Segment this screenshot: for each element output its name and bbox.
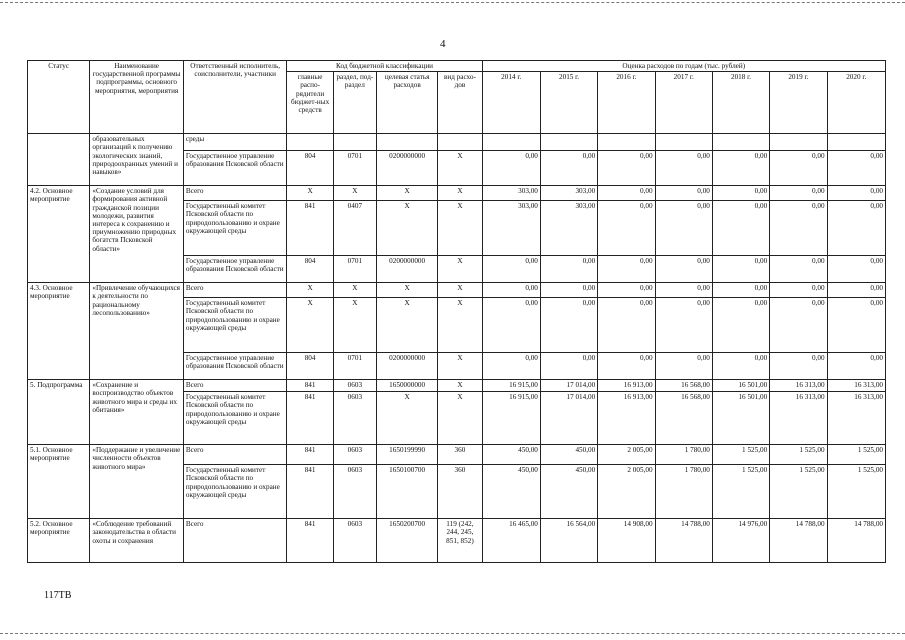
value-cell: 16 915,00 [482, 380, 540, 392]
value-cell: 0,00 [598, 298, 655, 353]
value-cell: 1 525,00 [712, 445, 769, 465]
value-cell: 0,00 [655, 298, 712, 353]
section-cell: 0701 [333, 256, 376, 283]
value-cell: 0,00 [655, 151, 712, 186]
value-cell: 14 908,00 [598, 519, 655, 563]
value-cell: 0,00 [770, 186, 827, 201]
responsible-cell: Государственное управление образования Псковской области [183, 151, 287, 186]
value-cell: 0,00 [482, 256, 540, 283]
header-year: 2020 г. [827, 72, 885, 134]
value-cell: 0,00 [770, 353, 827, 380]
value-cell: 0,00 [770, 283, 827, 298]
status-cell [28, 134, 90, 186]
table-row [28, 445, 886, 465]
responsible-cell: Всего [183, 283, 287, 298]
value-cell: 16 313,00 [827, 380, 885, 392]
value-cell: 0,00 [598, 283, 655, 298]
responsible-cell: Всего [183, 380, 287, 392]
status-cell: 5.1. Основное мероприятие [28, 445, 90, 519]
expense-type-cell: Х [438, 298, 482, 353]
value-cell: 0,00 [540, 283, 597, 298]
value-cell: 0,00 [827, 353, 885, 380]
bottom-page-edge [0, 633, 905, 634]
value-cell: 0,00 [712, 151, 769, 186]
value-cell [827, 134, 885, 151]
responsible-cell: Государственный комитет Псковской области по природопользованию и охране окружающей среды [183, 298, 287, 353]
grbs-cell: Х [287, 186, 333, 201]
section-cell: 0701 [333, 353, 376, 380]
value-cell: 0,00 [712, 298, 769, 353]
value-cell: 16 501,00 [712, 392, 769, 445]
value-cell: 0,00 [540, 256, 597, 283]
section-cell: Х [333, 298, 376, 353]
target-cell: 0200000000 [376, 256, 437, 283]
responsible-cell: Всего [183, 445, 287, 465]
status-cell: 5.2. Основное мероприятие [28, 519, 90, 563]
value-cell: 0,00 [598, 256, 655, 283]
responsible-cell: Всего [183, 186, 287, 201]
value-cell: 16 313,00 [770, 380, 827, 392]
grbs-cell: 804 [287, 256, 333, 283]
value-cell: 1 525,00 [712, 465, 769, 519]
status-cell: 4.3. Основное мероприятие [28, 283, 90, 380]
value-cell: 303,00 [540, 201, 597, 256]
value-cell: 450,00 [540, 465, 597, 519]
value-cell: 303,00 [540, 186, 597, 201]
code-cell [287, 134, 333, 151]
value-cell: 0,00 [655, 186, 712, 201]
value-cell: 16 564,00 [540, 519, 597, 563]
expense-type-cell: Х [438, 151, 482, 186]
value-cell: 0,00 [827, 151, 885, 186]
value-cell: 0,00 [827, 256, 885, 283]
value-cell: 1 525,00 [770, 445, 827, 465]
section-cell: 0701 [333, 151, 376, 186]
grbs-cell: 804 [287, 151, 333, 186]
value-cell: 16 501,00 [712, 380, 769, 392]
value-cell: 0,00 [712, 353, 769, 380]
value-cell: 16 465,00 [482, 519, 540, 563]
target-cell: 1650100700 [376, 465, 437, 519]
code-cell [438, 134, 482, 151]
value-cell: 0,00 [655, 201, 712, 256]
value-cell: 0,00 [827, 186, 885, 201]
value-cell: 0,00 [712, 283, 769, 298]
value-cell: 0,00 [482, 283, 540, 298]
value-cell: 0,00 [770, 201, 827, 256]
target-cell: Х [376, 186, 437, 201]
expense-type-cell: 360 [438, 445, 482, 465]
budget-table [27, 60, 886, 563]
header-year: 2014 г. [482, 72, 540, 134]
value-cell: 0,00 [827, 283, 885, 298]
value-cell: 14 788,00 [655, 519, 712, 563]
name-cell: образовательных организаций к получению экологических знаний, природоохранных умений и навыков» [90, 134, 184, 186]
value-cell: 0,00 [482, 353, 540, 380]
value-cell: 14 976,00 [712, 519, 769, 563]
name-cell: «Сохранение и воспроизводство объектов животного мира и среды их обитания» [90, 380, 184, 445]
header-name: Наименование государственной программы подпрограммы, основного мероприятия, мероприятия [90, 61, 184, 134]
code-cell [376, 134, 437, 151]
responsible-cell: Государственное управление образования Псковской области [183, 256, 287, 283]
grbs-cell: 804 [287, 353, 333, 380]
value-cell: 0,00 [712, 186, 769, 201]
value-cell: 16 913,00 [598, 380, 655, 392]
table-row [28, 380, 886, 392]
value-cell: 2 005,00 [598, 445, 655, 465]
header-row [28, 61, 886, 72]
table-row [28, 519, 886, 563]
section-cell: Х [333, 283, 376, 298]
value-cell: 16 915,00 [482, 392, 540, 445]
value-cell: 0,00 [598, 353, 655, 380]
value-cell: 0,00 [827, 201, 885, 256]
responsible-cell: Всего [183, 519, 287, 563]
grbs-cell: 841 [287, 465, 333, 519]
value-cell: 0,00 [598, 201, 655, 256]
expense-type-cell: Х [438, 201, 482, 256]
value-cell: 16 313,00 [770, 392, 827, 445]
footer-code: 117ТВ [44, 590, 72, 601]
grbs-cell: Х [287, 298, 333, 353]
section-cell: 0407 [333, 201, 376, 256]
name-cell: «Поддержание и увеличение численности объектов животного мира» [90, 445, 184, 519]
table-row [28, 134, 886, 151]
status-cell: 5. Подпрограмма [28, 380, 90, 445]
header-status: Статус [28, 61, 90, 134]
value-cell: 16 313,00 [827, 392, 885, 445]
value-cell: 0,00 [598, 186, 655, 201]
target-cell: Х [376, 283, 437, 298]
header-estimate: Оценка расходов по годам (тыс. рублей) [482, 61, 885, 72]
value-cell: 0,00 [770, 151, 827, 186]
value-cell: 16 568,00 [655, 380, 712, 392]
responsible-cell: Государственное управление образования Псковской области [183, 353, 287, 380]
grbs-cell: 841 [287, 519, 333, 563]
value-cell: 17 014,00 [540, 392, 597, 445]
value-cell: 0,00 [827, 298, 885, 353]
section-cell: 0603 [333, 392, 376, 445]
grbs-cell: 841 [287, 201, 333, 256]
top-page-edge [0, 2, 905, 3]
header-responsible: Ответственный исполнитель, соисполнители, участники [183, 61, 287, 134]
table-row [28, 283, 886, 298]
value-cell [712, 134, 769, 151]
page-number: 4 [440, 38, 446, 50]
value-cell: 17 014,00 [540, 380, 597, 392]
value-cell: 1 525,00 [770, 465, 827, 519]
value-cell: 0,00 [540, 353, 597, 380]
header-budget-code: Код бюджетной классификации [287, 61, 482, 72]
section-cell: Х [333, 186, 376, 201]
value-cell: 0,00 [655, 283, 712, 298]
value-cell: 2 005,00 [598, 465, 655, 519]
header-year: 2018 г. [712, 72, 769, 134]
value-cell: 1 525,00 [827, 445, 885, 465]
target-cell: 1650200700 [376, 519, 437, 563]
value-cell: 303,00 [482, 186, 540, 201]
expense-type-cell: Х [438, 380, 482, 392]
value-cell [540, 134, 597, 151]
target-cell: Х [376, 298, 437, 353]
expense-type-cell: 119 (242, 244, 245, 851, 852) [438, 519, 482, 563]
value-cell: 16 568,00 [655, 392, 712, 445]
value-cell: 1 780,00 [655, 465, 712, 519]
value-cell: 450,00 [540, 445, 597, 465]
grbs-cell: 841 [287, 392, 333, 445]
value-cell: 0,00 [655, 256, 712, 283]
target-cell: 0200000000 [376, 151, 437, 186]
responsible-cell: Государственный комитет Псковской области по природопользованию и охране окружающей среды [183, 465, 287, 519]
value-cell: 0,00 [598, 151, 655, 186]
value-cell: 1 525,00 [827, 465, 885, 519]
name-cell: «Создание условий для формирования активной гражданской позиции молодежи, развития интереса к сохранению и приумножению природных богатств Псковской области» [90, 186, 184, 283]
name-cell: «Соблюдение требований законодательства в области охоты и сохранения [90, 519, 184, 563]
header-year: 2016 г. [598, 72, 655, 134]
expense-type-cell: Х [438, 186, 482, 201]
grbs-cell: 841 [287, 445, 333, 465]
header-year: 2019 г. [770, 72, 827, 134]
table-row [28, 186, 886, 201]
value-cell [598, 134, 655, 151]
value-cell: 0,00 [712, 256, 769, 283]
grbs-cell: Х [287, 283, 333, 298]
value-cell: 0,00 [770, 298, 827, 353]
target-cell: 1650199990 [376, 445, 437, 465]
header-section: раздел, под-раздел [333, 72, 376, 134]
value-cell: 14 788,00 [827, 519, 885, 563]
value-cell: 0,00 [482, 151, 540, 186]
target-cell: Х [376, 392, 437, 445]
section-cell: 0603 [333, 519, 376, 563]
value-cell: 16 913,00 [598, 392, 655, 445]
value-cell: 450,00 [482, 445, 540, 465]
target-cell: Х [376, 201, 437, 256]
expense-type-cell: Х [438, 353, 482, 380]
header-expense-type: вид расхо-дов [438, 72, 482, 134]
responsible-cell: Государственный комитет Псковской области по природопользованию и охране окружающей среды [183, 201, 287, 256]
expense-type-cell: Х [438, 256, 482, 283]
name-cell: «Привлечение обучающихся к деятельности по рациональному лесопользованию» [90, 283, 184, 380]
value-cell: 0,00 [712, 201, 769, 256]
value-cell: 14 788,00 [770, 519, 827, 563]
value-cell [770, 134, 827, 151]
value-cell: 0,00 [540, 298, 597, 353]
header-year: 2017 г. [655, 72, 712, 134]
value-cell: 0,00 [770, 256, 827, 283]
target-cell: 1650000000 [376, 380, 437, 392]
value-cell: 0,00 [482, 298, 540, 353]
section-cell: 0603 [333, 465, 376, 519]
header-target: целевая статья расходов [376, 72, 437, 134]
value-cell [482, 134, 540, 151]
expense-type-cell: Х [438, 392, 482, 445]
status-cell: 4.2. Основное мероприятие [28, 186, 90, 283]
header-year: 2015 г. [540, 72, 597, 134]
responsible-cell: Государственный комитет Псковской области по природопользованию и охране окружающей среды [183, 392, 287, 445]
value-cell: 0,00 [540, 151, 597, 186]
value-cell: 1 780,00 [655, 445, 712, 465]
value-cell: 303,00 [482, 201, 540, 256]
section-cell: 0603 [333, 380, 376, 392]
code-cell [333, 134, 376, 151]
target-cell: 0200000000 [376, 353, 437, 380]
header-grbs: главные распо-рядители бюджет-ных средств [287, 72, 333, 134]
expense-type-cell: 360 [438, 465, 482, 519]
grbs-cell: 841 [287, 380, 333, 392]
value-cell: 450,00 [482, 465, 540, 519]
value-cell: 0,00 [655, 353, 712, 380]
section-cell: 0603 [333, 445, 376, 465]
value-cell [655, 134, 712, 151]
responsible-cell: среды [183, 134, 287, 151]
expense-type-cell: Х [438, 283, 482, 298]
